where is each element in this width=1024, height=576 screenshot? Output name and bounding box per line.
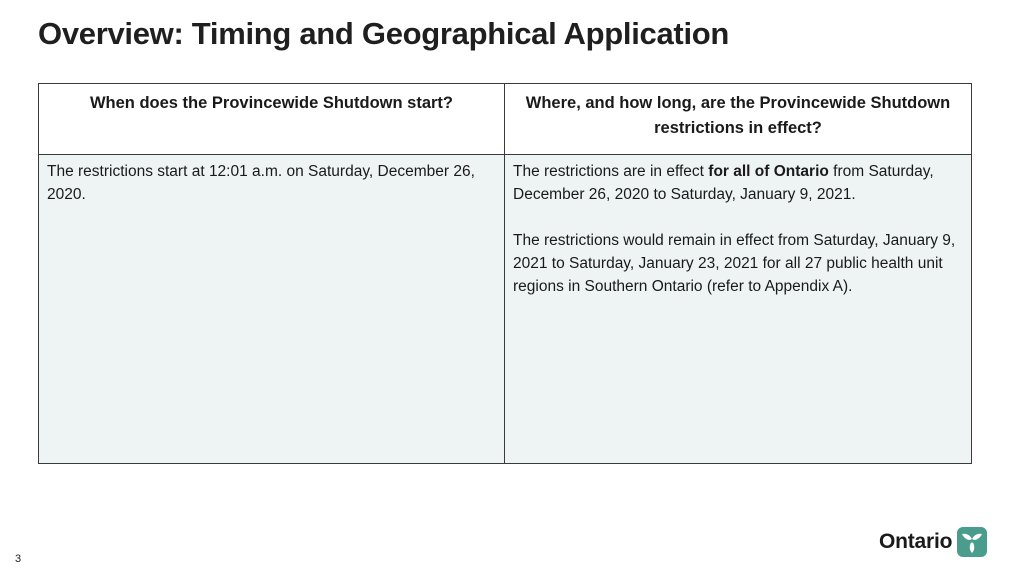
start-time-text: The restrictions start at 12:01 a.m. on Saturday, December 26, 2020.: [47, 163, 475, 203]
slide-title: Overview: Timing and Geographical Application: [38, 16, 730, 51]
page-number: 3: [15, 553, 22, 565]
duration-paragraph-1: [513, 160, 963, 206]
table-header-row: [39, 84, 972, 155]
overview-table: [38, 83, 972, 464]
duration-p1-after: from Saturday, December 26, 2020 to Saturday, January 9, 2021.: [513, 163, 934, 203]
header-where: Where, and how long, are the Provincewide Shutdown restrictions in effect?: [505, 84, 972, 155]
duration-paragraph-2: The restrictions would remain in effect from Saturday, January 9, 2021 to Saturday, January 23, 2021 for all 27 public health unit regions in Southern Ontario (refer to Appendix A).: [513, 232, 956, 295]
cell-duration: [505, 155, 972, 464]
ontario-logo: [879, 527, 987, 557]
cell-start-time: [39, 155, 505, 464]
logo-wordmark: Ontario: [879, 530, 953, 553]
duration-p1-emphasis: for all of Ontario: [708, 163, 829, 180]
trillium-icon: [957, 527, 987, 557]
overview-table-container: [38, 83, 971, 464]
duration-p1-before: The restrictions are in effect: [513, 163, 709, 180]
header-when: When does the Provincewide Shutdown start?: [39, 84, 505, 155]
table-row: [39, 155, 972, 464]
